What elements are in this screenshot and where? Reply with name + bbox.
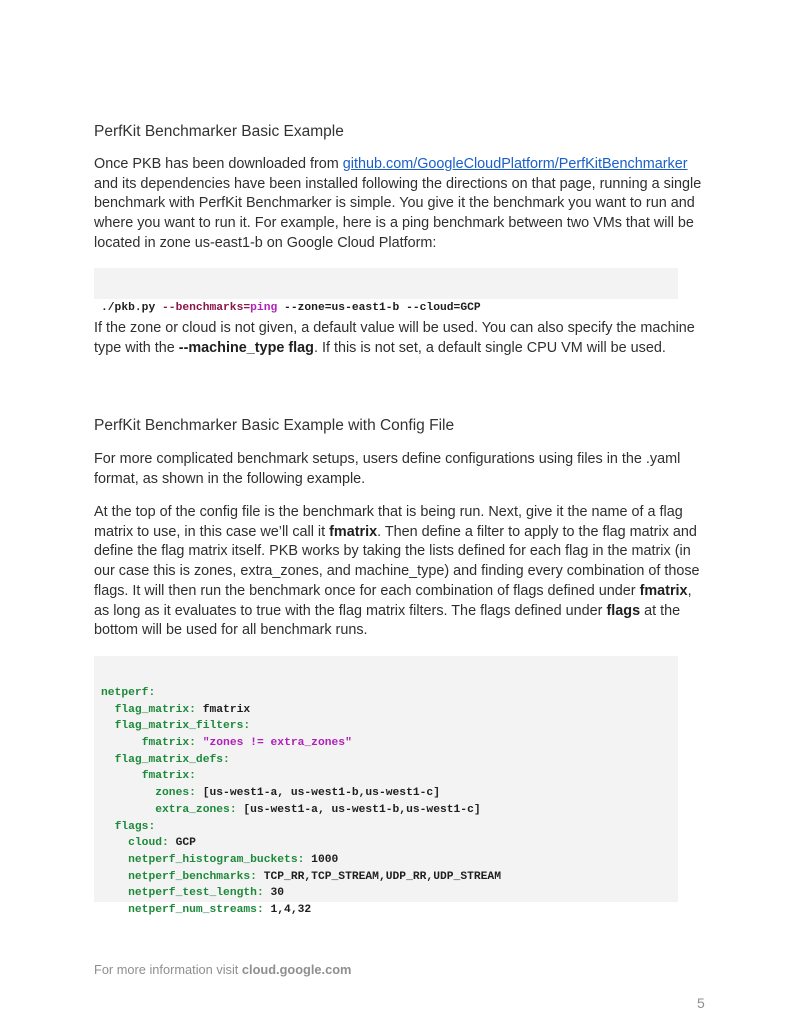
yaml-line xyxy=(101,718,678,735)
config-text-g: at the bottom will be used for all benchmark runs. xyxy=(94,602,681,639)
yaml-separator: : xyxy=(229,803,244,816)
yaml-line xyxy=(101,768,678,785)
yaml-code-block xyxy=(94,656,678,916)
command-exe: ./pkb.py xyxy=(101,302,163,314)
yaml-indent xyxy=(101,754,115,766)
intro-paragraph xyxy=(94,155,706,254)
command-rest: --zone=us-east1-b --cloud=GCP xyxy=(277,302,481,314)
yaml-line xyxy=(101,885,678,902)
footer xyxy=(94,962,351,977)
yaml-indent xyxy=(101,821,115,833)
yaml-line xyxy=(101,735,678,752)
yaml-key: cloud xyxy=(128,837,163,850)
yaml-key: netperf_test_length xyxy=(128,887,257,900)
page-number: 5 xyxy=(697,995,705,1011)
yaml-indent xyxy=(101,737,142,749)
command-flag-value: ping xyxy=(250,302,278,314)
yaml-indent xyxy=(101,787,155,799)
github-link[interactable]: github.com/GoogleCloudPlatform/PerfKitBenchmarker xyxy=(342,156,688,172)
flags-bold: flags xyxy=(606,602,641,619)
fmatrix-bold: fmatrix xyxy=(329,523,378,540)
yaml-indent xyxy=(101,871,128,883)
yaml-value: GCP xyxy=(175,837,196,850)
yaml-line xyxy=(101,785,678,802)
yaml-separator: : xyxy=(297,853,312,866)
yaml-value: 30 xyxy=(270,887,285,900)
yaml-indent xyxy=(101,887,128,899)
yaml-indent xyxy=(101,770,142,782)
footer-text: For more information visit xyxy=(94,962,242,977)
config-intro-paragraph: For more complicated benchmark setups, users define configurations using files in the .yaml format, as shown in the following example. xyxy=(94,451,681,487)
yaml-key: flag_matrix_filters xyxy=(114,720,244,733)
yaml-line xyxy=(101,802,678,819)
yaml-value: [us-west1-a, us-west1-b,us-west1-c] xyxy=(202,787,440,800)
yaml-separator: : xyxy=(189,737,203,750)
yaml-line xyxy=(101,819,678,836)
machine-type-flag: --machine_type flag xyxy=(178,339,314,356)
yaml-separator: : xyxy=(148,687,156,699)
yaml-indent xyxy=(101,804,155,816)
yaml-key: extra_zones xyxy=(155,803,230,816)
config-text-c: . Then define a filter to apply to the flag matrix and define the flag matrix itself. PKB works by taking the lists defined for each flag in the matrix (in our case this is zones, extra_zones, and machine_type) and finding every combination of those flags. It will then run the benchmark once for each combination of flags defined under xyxy=(94,523,700,599)
yaml-separator: : xyxy=(148,820,156,833)
yaml-value: 1000 xyxy=(311,853,339,866)
yaml-value: 1,4,32 xyxy=(270,903,312,916)
yaml-separator: : xyxy=(243,720,251,733)
yaml-separator: : xyxy=(250,870,264,883)
yaml-indent xyxy=(101,837,128,849)
zone-text-end: . If this is not set, a default single CPU VM will be used. xyxy=(313,339,666,356)
yaml-separator: : xyxy=(162,837,176,850)
yaml-indent xyxy=(101,704,115,716)
yaml-line xyxy=(101,852,678,869)
zone-text-start: If the zone or cloud is not given, a default value will be used. You can also specify the machine type with the xyxy=(94,320,695,356)
yaml-key: flag_matrix_defs xyxy=(114,753,224,766)
command-code-block xyxy=(94,268,678,314)
yaml-line xyxy=(101,685,678,702)
yaml-separator: : xyxy=(223,753,230,766)
config-explanation-paragraph xyxy=(94,503,706,641)
yaml-key: netperf xyxy=(101,687,149,699)
yaml-separator: : xyxy=(256,887,271,900)
yaml-line xyxy=(101,752,678,769)
yaml-line xyxy=(101,835,678,852)
yaml-value: fmatrix xyxy=(202,703,251,716)
intro-text-end: and its dependencies have been installed following the directions on that page, running a single benchmark with PerfKit Benchmarker is simple. You give it the benchmark you want to run and where you want to run it. For example, here is a ping benchmark between two VMs that will be located in zone us-east1-b on Google Cloud Platform: xyxy=(94,175,702,251)
yaml-lines xyxy=(94,680,678,919)
yaml-separator: : xyxy=(189,787,203,800)
yaml-key: flags xyxy=(114,820,149,833)
yaml-line xyxy=(101,702,678,719)
yaml-line xyxy=(101,902,678,919)
yaml-separator: : xyxy=(189,770,196,783)
yaml-key: netperf_num_streams xyxy=(128,903,257,916)
yaml-key: zones xyxy=(155,787,190,800)
yaml-indent xyxy=(101,854,128,866)
config-text-e: , as long as it evaluates to true with the flag matrix filters. The flags defined under xyxy=(94,582,692,619)
yaml-key: netperf_benchmarks xyxy=(128,870,251,883)
footer-link[interactable]: cloud.google.com xyxy=(241,962,352,977)
zone-cloud-paragraph xyxy=(94,319,706,358)
yaml-key: fmatrix xyxy=(141,737,190,750)
yaml-key: flag_matrix xyxy=(114,703,190,716)
yaml-line xyxy=(101,869,678,886)
yaml-value: [us-west1-a, us-west1-b,us-west1-c] xyxy=(243,803,481,816)
command-line xyxy=(94,292,678,316)
section-heading-config-file: PerfKit Benchmarker Basic Example with Config File xyxy=(94,417,455,434)
yaml-key: netperf_histogram_buckets xyxy=(128,853,298,866)
intro-text-start: Once PKB has been downloaded from xyxy=(94,156,343,172)
section-heading-basic-example: PerfKit Benchmarker Basic Example xyxy=(94,123,344,140)
yaml-indent xyxy=(101,904,128,916)
config-text-a: At the top of the config file is the benchmark that is being run. Next, give it the name of a flag matrix to use, in this case we’ll call it xyxy=(94,504,683,540)
fmatrix-bold-2: fmatrix xyxy=(639,582,688,599)
yaml-separator: : xyxy=(189,703,203,716)
yaml-value: TCP_RR,TCP_STREAM,UDP_RR,UDP_STREAM xyxy=(263,870,501,883)
yaml-indent xyxy=(101,720,115,732)
command-flag-benchmarks: --benchmarks= xyxy=(162,302,251,314)
yaml-separator: : xyxy=(256,903,271,916)
yaml-value: "zones != extra_zones" xyxy=(202,737,352,750)
yaml-key: fmatrix xyxy=(141,770,190,783)
